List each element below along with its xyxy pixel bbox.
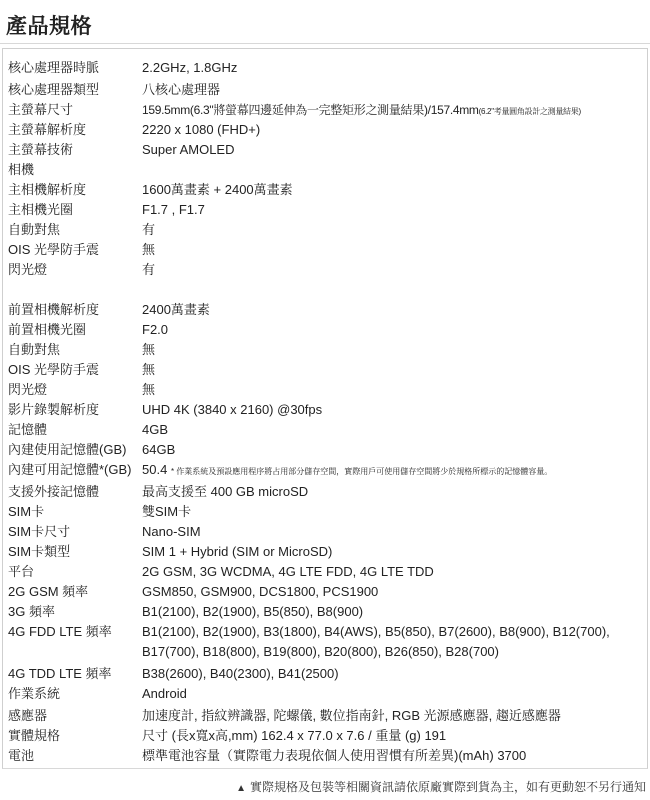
spec-value: Super AMOLED: [142, 142, 235, 157]
spec-value: 2G GSM, 3G WCDMA, 4G LTE FDD, 4G LTE TDD: [142, 564, 434, 579]
spec-value: 八核心處理器: [142, 82, 221, 97]
spec-value-main: 159.5mm(6.3"將螢幕四邊延伸為一完整矩形之測量結果)/157.4mm: [142, 103, 479, 117]
spec-row-main-autofocus: [8, 220, 155, 240]
spec-value: 2400萬畫素: [142, 302, 210, 317]
spec-label: 平台: [8, 564, 35, 579]
spec-label: 實體規格: [8, 728, 61, 743]
spec-row-main-cam-res: [8, 180, 293, 200]
spec-label: 主相機光圈: [8, 202, 74, 217]
spec-row-sensors: [8, 706, 561, 726]
spec-label: 3G 頻率: [8, 604, 55, 619]
spec-row-main-flash: [8, 260, 155, 280]
spec-row-screen-size: [8, 100, 644, 122]
spec-label: 記憶體: [8, 422, 48, 437]
spec-row-front-cam-res: [8, 300, 210, 320]
spec-row-ram: [8, 420, 168, 440]
spec-label: OIS 光學防手震: [8, 242, 100, 257]
spec-value: 2220 x 1080 (FHD+): [142, 122, 261, 137]
spec-value-main: 50.4: [142, 462, 168, 477]
spec-value: 無: [142, 242, 156, 257]
spec-label: 影片錄製解析度: [8, 402, 100, 417]
spec-row-front-ois: [8, 360, 155, 380]
spec-label: 主相機解析度: [8, 182, 87, 197]
spec-row-os: [8, 684, 187, 704]
spec-label: 前置相機解析度: [8, 302, 100, 317]
spec-label: 自動對焦: [8, 222, 61, 237]
spec-row-main-ois: [8, 240, 155, 260]
spec-row-tdd-bands: [8, 664, 339, 684]
spec-label: 4G TDD LTE 頻率: [8, 666, 112, 681]
spec-value: B1(2100), B2(1900), B5(850), B8(900): [142, 604, 364, 619]
spec-row-screen-resolution: [8, 120, 260, 140]
spec-value: 最高支援至 400 GB microSD: [142, 484, 309, 499]
spec-label: 核心處理器類型: [8, 82, 100, 97]
page-title: 產品規格: [6, 15, 92, 38]
spec-row-fdd-bands: [8, 622, 610, 662]
section-heading: 相機: [8, 162, 35, 177]
spec-value: 尺寸 (長x寬x高,mm) 162.4 x 77.0 x 7.6 / 重量 (g) 191: [142, 728, 447, 743]
spec-row-sim-size: [8, 522, 201, 542]
spec-row-platform: [8, 562, 434, 582]
footer-note: [0, 778, 646, 795]
spec-row-front-cam-aperture: [8, 320, 168, 340]
spec-label: 內建可用記憶體*(GB): [8, 462, 132, 477]
spec-label: 作業系統: [8, 686, 61, 701]
spec-row-battery: [8, 746, 526, 766]
spec-row-screen-tech: [8, 140, 235, 160]
spec-value: B38(2600), B40(2300), B41(2500): [142, 666, 339, 681]
spec-value: 64GB: [142, 442, 176, 457]
title-divider: [0, 43, 650, 44]
spec-value-note: (6.2"考量圓角設計之測量結果): [478, 107, 581, 116]
spec-value: 4GB: [142, 422, 169, 437]
spec-row-external-storage: [8, 482, 308, 502]
spec-row-available-storage: [8, 460, 552, 482]
spec-label: 感應器: [8, 708, 48, 723]
spec-row-storage: [8, 440, 175, 460]
spec-row-gsm-bands: [8, 582, 378, 602]
spec-label: 核心處理器時脈: [8, 60, 100, 75]
spec-label: 主螢幕解析度: [8, 122, 87, 137]
spec-label: 主螢幕尺寸: [8, 102, 74, 117]
spec-label: 內建使用記憶體(GB): [8, 442, 127, 457]
spec-value: [142, 622, 610, 662]
spec-label: SIM卡: [8, 504, 45, 519]
spec-value: 加速度計, 指紋辨識器, 陀螺儀, 數位指南針, RGB 光源感應器, 趨近感應器: [142, 708, 561, 723]
spec-value: 無: [142, 362, 156, 377]
spec-value: GSM850, GSM900, DCS1800, PCS1900: [142, 584, 379, 599]
spec-label: 支援外接記憶體: [8, 484, 100, 499]
spec-value: F1.7 , F1.7: [142, 202, 205, 217]
spec-row-3g-bands: [8, 602, 363, 622]
spec-label: 自動對焦: [8, 342, 61, 357]
spec-row-cpu-speed: [8, 58, 237, 78]
spec-label: 電池: [8, 748, 35, 763]
spec-value: 無: [142, 382, 156, 397]
footer-note-text: 實際規格及包裝等相關資訊請依原廠實際到貨為主，如有更動恕不另行通知: [249, 780, 646, 794]
spec-value: 1600萬畫素 + 2400萬畫素: [142, 182, 293, 197]
spec-value: F2.0: [142, 322, 169, 337]
spec-row-cpu-type: [8, 80, 220, 100]
spec-label: 前置相機光圈: [8, 322, 87, 337]
spec-row-front-flash: [8, 380, 155, 400]
spec-value: 有: [142, 222, 156, 237]
spec-label: 2G GSM 頻率: [8, 584, 89, 599]
spec-row-video-res: [8, 400, 322, 420]
spec-value: Android: [142, 686, 187, 701]
spec-value: [142, 460, 552, 482]
spec-value: [142, 100, 644, 122]
spec-value: SIM 1 + Hybrid (SIM or MicroSD): [142, 544, 333, 559]
spec-label: SIM卡類型: [8, 544, 71, 559]
spec-row-sim-type: [8, 542, 332, 562]
spec-value: 有: [142, 262, 156, 277]
spec-label: SIM卡尺寸: [8, 524, 71, 539]
spec-value: 2.2GHz, 1.8GHz: [142, 60, 238, 75]
spec-row-front-autofocus: [8, 340, 155, 360]
spec-label: 閃光燈: [8, 262, 48, 277]
spec-label: 4G FDD LTE 頻率: [8, 624, 112, 639]
spec-value: 無: [142, 342, 156, 357]
spec-label: OIS 光學防手震: [8, 362, 100, 377]
spec-value-note: * 作業系統及預設應用程序將占用部分儲存空間，實際用戶可使用儲存空間將少於規格所標示的記憶體容量。: [170, 467, 553, 476]
spec-row-physical: [8, 726, 446, 746]
spec-value: 雙SIM卡: [142, 504, 192, 519]
triangle-up-icon: ▲: [236, 783, 246, 794]
spec-value-line: B1(2100), B2(1900), B3(1800), B4(AWS), B5(850), B7(2600), B8(900), B12(700),: [142, 624, 610, 639]
spec-value: 標準電池容量（實際電力表現依個人使用習慣有所差異)(mAh) 3700: [142, 748, 527, 763]
spec-row-main-cam-aperture: [8, 200, 205, 220]
spec-value-line: B17(700), B18(800), B19(800), B20(800), B26(850), B28(700): [142, 644, 499, 659]
spec-value: Nano-SIM: [142, 524, 201, 539]
spec-label: 主螢幕技術: [8, 142, 74, 157]
spec-label: 閃光燈: [8, 382, 48, 397]
spec-row-sim: [8, 502, 191, 522]
spec-value: UHD 4K (3840 x 2160) @30fps: [142, 402, 323, 417]
